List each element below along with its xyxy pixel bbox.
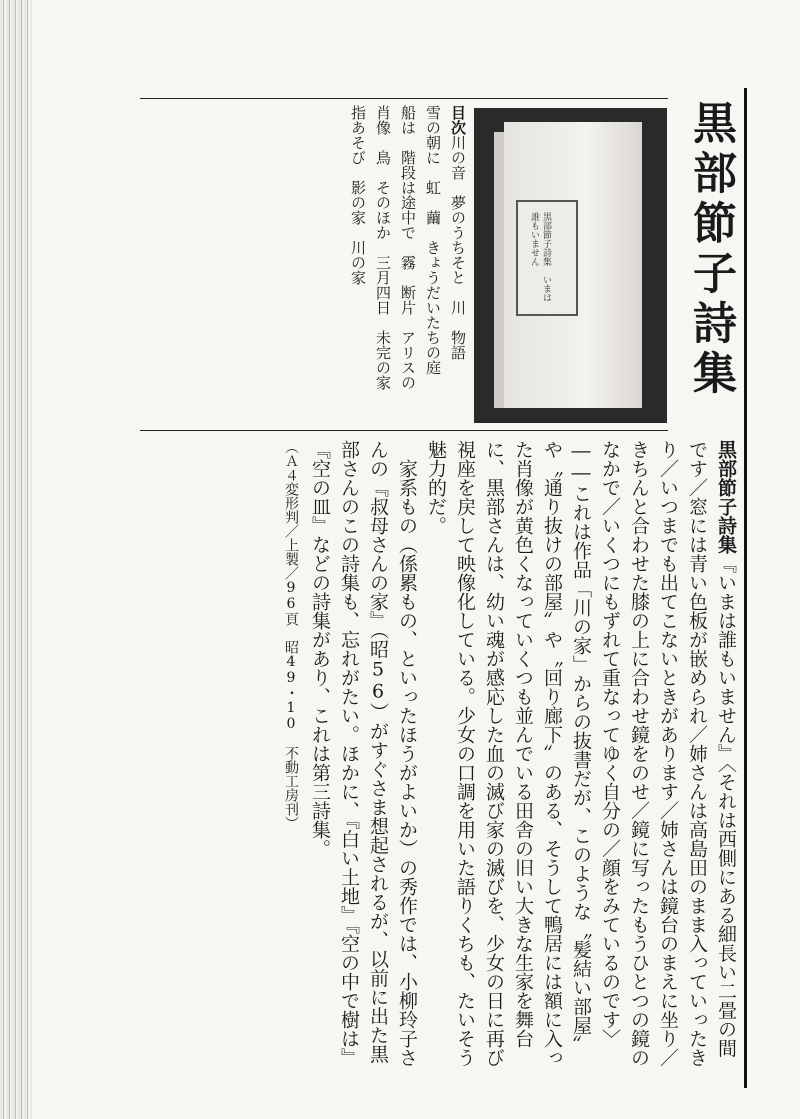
book-label-text: 黒部節子詩集 いまは誰もいません bbox=[529, 212, 551, 302]
toc-line: 肖像 鳥 そのほか 三月四日 未完の家 bbox=[374, 105, 392, 390]
article-body bbox=[140, 440, 740, 1070]
paragraph: 『いまは誰もいません』〈それは西側にある細長い二畳の間です／窓には青い色板が嵌められ／姉さんは高島田のまま入っていったきり／いつまでも出てこないときがあります／姉さんは鏡台のまえに坐り／きちんと合わせた膝の上に合わせ鏡をのせ／鏡に写ったもうひとつの鏡のなかで／いくつにもずれて重なってゆく自分の／顔をみているのです〉――これは作品「川の家」からの抜書だが、このような〝髪結い部屋〟や〝通り抜けの部屋〟や〝回り廊下〟のある、そうして鴨居には額に入った肖像が黄色くなっていくつも並んでいる田舎の旧い大きな生家を舞台に、黒部さんは、幼い魂が感応した血の滅び家の滅びを、少女の日に再び視座を戻して映像化している。少女の口調を用いた語りくちも、たいそう魅力的だ。 bbox=[425, 440, 737, 1067]
top-rule bbox=[140, 98, 668, 99]
toc-line: 川の音 夢のうちそと 川 物語 bbox=[449, 135, 467, 360]
book-photo bbox=[474, 108, 667, 423]
paragraph: 家系もの（係累もの、といったほうがよいか）の秀作では、小柳玲子さんの『叔母さんの家』（昭56）がすぐさま想起されるが、以前に出た黒部さんのこの詩集も、忘れがたい。ほかに、『白い土地』『空の中で樹は』『空の皿』などの詩集があり、これは第三詩集。 bbox=[309, 440, 418, 1067]
middle-rule bbox=[140, 430, 668, 431]
article-lead: 黒部節子詩集 bbox=[715, 440, 737, 554]
book-label bbox=[516, 200, 578, 316]
publisher-info: （Ａ４変形判／上製／96頁 昭49・10 不動工房刊） bbox=[283, 440, 299, 830]
toc-heading: 目次 bbox=[449, 105, 467, 135]
toc-line: 船は 階段は途中で 霧 断片 アリスの bbox=[399, 105, 417, 390]
toc-line: 指あそび 影の家 川の家 bbox=[349, 105, 367, 285]
title-rule bbox=[744, 88, 747, 1088]
table-of-contents bbox=[140, 105, 470, 423]
page-edges bbox=[0, 0, 32, 1119]
page-title: 黒部節子詩集 bbox=[685, 100, 736, 400]
toc-line: 雪の朝に 虹 繭 きょうだいたちの庭 bbox=[424, 105, 442, 375]
